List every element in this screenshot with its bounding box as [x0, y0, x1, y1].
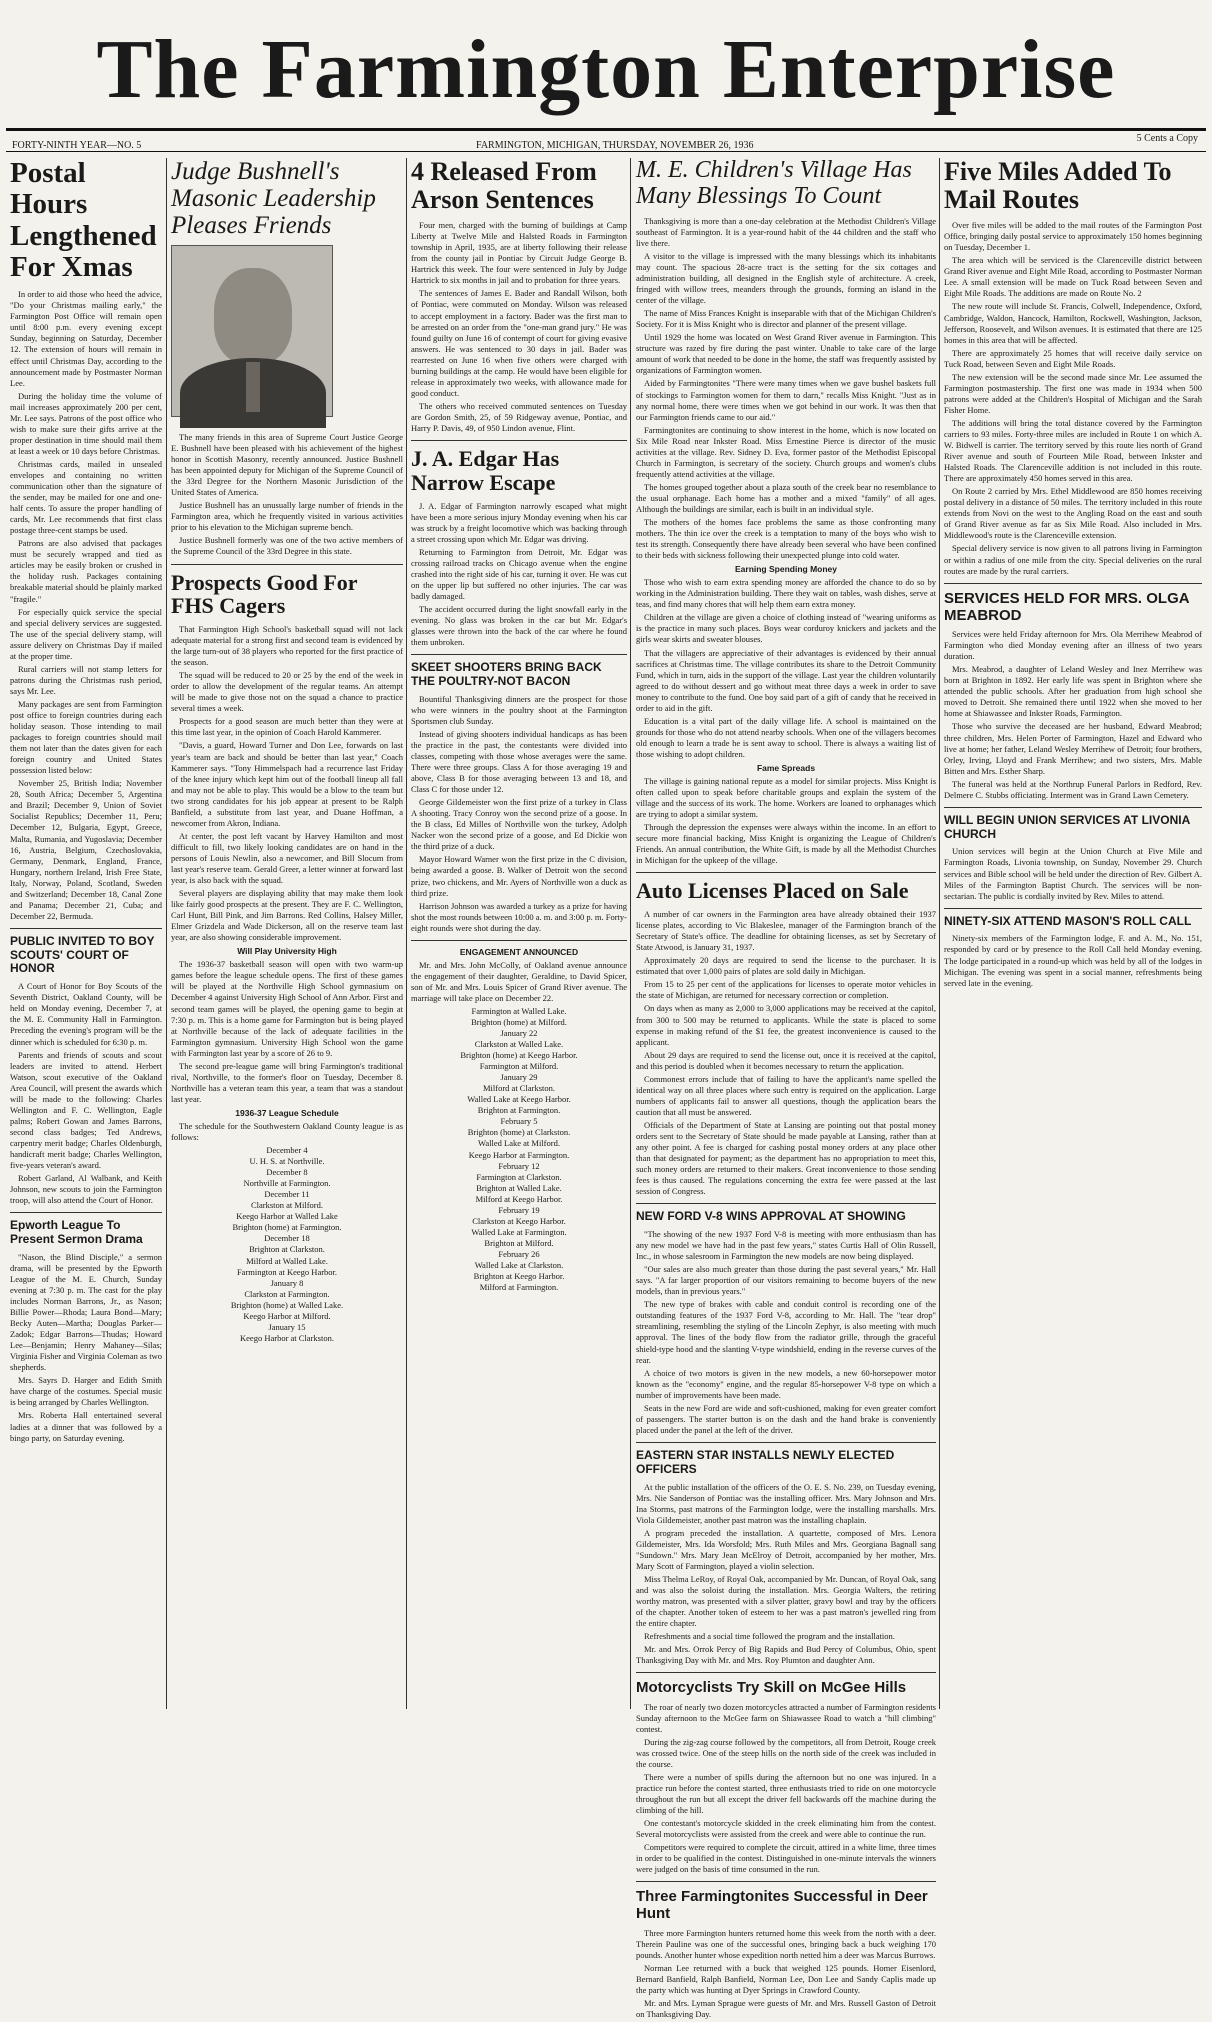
article-body: [636, 216, 936, 561]
schedule-line: January 22: [500, 1028, 538, 1039]
schedule-line: December 4: [266, 1145, 308, 1156]
newspaper-page: [6, 0, 1206, 2020]
schedule-line: Brighton at Keego Harbor.: [473, 1271, 565, 1282]
paragraph: The roar of nearly two dozen motorcycles attracted a number of Farmington residents Sunday afternoon to the McGee farm on Shiawassee Road to watch a "hill climbing" contest.: [636, 1701, 936, 1734]
divider: [636, 1442, 936, 1443]
article-body: [411, 960, 627, 1004]
schedule-line: Farmington at Clarkston.: [476, 1171, 562, 1182]
paragraph: Approximately 20 days are required to send the license to the purchaser. It is estimated that over 1,000 pairs of plates are sold daily in Michigan.: [636, 955, 936, 977]
paragraph: Those who wish to earn extra spending money are afforded the chance to do so by working in the Administration building. There they wait on tables, wash dishes, serve at teas, and find many chores that will help them earn extra money.: [636, 577, 936, 610]
headline: WILL BEGIN UNION SERVICES AT LIVONIA CHURCH: [944, 812, 1190, 841]
paragraph: A number of car owners in the Farmington area have already obtained their 1937 license plates, according to Vic Blakeslee, manager of the Farmington branch of the Secretary of State's office. The deadline for obtaining licenses, as set by Secretary of State Atwood, is January 31, 1937.: [636, 909, 936, 953]
paragraph: From 15 to 25 per cent of the applications for licenses to operate motor vehicles in the state of Michigan, are returned for necessary correction or completion.: [636, 979, 936, 1001]
headline: PUBLIC INVITED TO BOY SCOUTS' COURT OF HONOR: [10, 933, 155, 976]
schedule-line: Brighton (home) at Farmington.: [232, 1222, 342, 1233]
divider: [944, 807, 1202, 808]
paragraph: Until 1929 the home was located on West Grand River avenue in Farmington. This structure was razed by fire during the past winter. Unable to take care of the large amount of work that needed to be done in the home, the staff was frequently assisted by organizations of Farmington women.: [636, 332, 936, 376]
schedule-line: Brighton (home) at Milford.: [471, 1016, 567, 1027]
subhead: Will Play University High: [237, 946, 337, 957]
paragraph: The new type of brakes with cable and conduit control is recording one of the outstanding features of the 1937 Ford V-8, according to Mr. Hall. The "tear drop" streamlining, resembling the styling of the Lincoln Zephyr, is also meeting with much approval. The lines of the body flow from the radiator grille, through the graceful shield-type hood and the slanting V-type windshield, ending in the reverse curves of the rear.: [636, 1299, 936, 1365]
paragraph: Thanksgiving is more than a one-day celebration at the Methodist Children's Village southeast of Farmington. It is a year-round habit of the 44 children and the staff who live there.: [636, 215, 936, 248]
paragraph: "Our sales are also much greater than those during the past several years," Mr. Hall says. "A far larger proportion of our visitors remaining to become buyers of the new models, than in previous years.": [636, 1264, 936, 1297]
column-3: [411, 158, 627, 1293]
paragraph: Services were held Friday afternoon for Mrs. Ola Merrihew Meabrod of Farmington who died Monday evening after an illness of two years duration.: [944, 629, 1202, 662]
article-childrens-village: [636, 158, 936, 866]
schedule-line: February 5: [500, 1116, 538, 1127]
paragraph: Education is a vital part of the daily village life. A school is maintained on the grounds for those who do not attend nearby schools. When one of the villagers becomes old enough to learn a trade he is sent away to school. There is always a waiting list of those wishing to adopt children.: [636, 715, 936, 759]
paragraph: On Route 2 carried by Mrs. Ethel Middlewood are 850 homes receiving postal delivery in a distance of 50 miles. The territory included in this route extends from Novi on the west to the Angling Road on the east and south of Grand River avenue as far as Six Mile Road. Also included in Mrs. Middlewood's route is the Clarenceville extension.: [944, 486, 1202, 541]
headline: 4 Released From Arson Sentences: [411, 157, 597, 215]
schedule-line: Farmington at Keego Harbor.: [236, 1266, 338, 1277]
headline: Three Farmingtonites Successful in Deer Hunt: [636, 1888, 928, 1923]
headline: M. E. Children's Village Has Many Blessings To Count: [636, 157, 912, 209]
headline: NEW FORD V-8 WINS APPROVAL AT SHOWING: [636, 1209, 906, 1224]
paragraph: A visitor to the village is impressed with the many blessings which its inhabitants may count. The spacious 28-acre tract is the setting for the six cottages and administration building, all designed in the English style of architecture. A creek, fringed with willow trees, meanders through the grounds, forming an island in the center of the village.: [636, 250, 936, 306]
paragraph: During the zig-zag course followed by the competitors, all from Detroit, Rouge creek was crossed twice. One of the steep hills on the north side of the creek was included in the course.: [636, 1736, 936, 1769]
paragraph: The funeral was held at the Northrup Funeral Parlors in Redford, Rev. Delmere C. Stubbs officiating. Interment was in Grand Lawn Cemetery.: [944, 778, 1202, 800]
headline: Auto Licenses Placed on Sale: [636, 878, 909, 904]
article-fhs-cagers: [171, 571, 403, 1344]
paragraph: Mr. and Mrs. Orrok Percy of Big Rapids and Bud Percy of Columbus, Ohio, spent Thanksgiving Day with Mr. and Mrs. Roy Plumton and daughter Ann.: [636, 1644, 936, 1666]
schedule-line: February 26: [498, 1248, 540, 1259]
article-edgar: [411, 447, 627, 648]
judge-photo: [171, 245, 333, 417]
paragraph: Children at the village are given a choice of clothing instead of "wearing uniforms as is the practice in many such places. Boys wear corduroy knickers and jackets and the girls wear skirts and sweater blouses.: [636, 612, 936, 645]
paragraph: Farmingtonites are continuing to show interest in the home, which is now located on Six Mile Road near Inkster Road. Miss Ernestine Pierce is director of the music activities at the village. Rev. Sidney D. Eva, former pastor of the Methodist Episcopal Church in Farmington, is secretary of the society. Church groups and women's clubs frequently attend activities at the village.: [636, 424, 936, 479]
divider: [10, 1212, 162, 1213]
paragraph: A choice of two motors is given in the new models, a new 60-horsepower motor known as the "economy" engine, and the regular 85-horsepower V-8 type on which a number of improvements have been made.: [636, 1367, 936, 1400]
subhead: Fame Spreads: [756, 762, 816, 773]
article-union-services: [944, 814, 1202, 902]
schedule-line: Walled Lake at Farmington.: [471, 1226, 567, 1237]
paragraph: Rural carriers will not stamp letters for patrons during the Christmas rush period, says Mr. Lee.: [10, 663, 162, 696]
paragraph: "Davis, a guard, Howard Turner and Don Lee, forwards on last year's team are back and should be better than last year," Coach Kammerer says. "Tony Himmelspach had a recurrence last Friday of the knee injury which kept him out of the football lineup all fall and may not be able to play. This would be a blow to the team but two strong candidates for his job appear at present to be Ralph Banfield, a substitute from last year, and Duane Hoffman, a newcomer from Akron, Indiana.: [171, 740, 403, 828]
schedule-line: Clarkston at Keego Harbor.: [472, 1215, 566, 1226]
article-body: [944, 933, 1202, 988]
paragraph: The others who received commuted sentences on Tuesday are Gordon Smith, 25, of 59 Ridgeway avenue, Pontiac, and Harry P. Davis, 49, of 950 Lindon avenue, Flint.: [411, 400, 627, 433]
paragraph: The sentences of James E. Bader and Randall Wilson, both of Pontiac, were commuted on Monday. Wilson was released to accept employment in a factory. Bader was the first man to be arrested on an order from the "one-man grand jury." He was found guilty on June 16 of contempt of court for giving evasive answers. He was sentenced to 30 days in jail. Bader was rearrested on June 16 when five others were charged with burning buildings at the camp. He would have been eligible for release in approximately two weeks, with allowance made for good conduct.: [411, 288, 627, 398]
column-5: [944, 158, 1202, 991]
paragraph: Christmas cards, mailed in unsealed envelopes and containing no written communication other than the signature of the sender, may be mailed for one and one-half cents. To assure the proper handling of cards, Mr. Lee recommends that first class postage three-cent stamps be used.: [10, 458, 162, 536]
volume-number: FORTY-NINTH YEAR—NO. 5: [12, 140, 142, 151]
article-motorcyclists: [636, 1679, 936, 1875]
paragraph: Justice Bushnell has an unusually large number of friends in the Farmington area, which he frequently visited in various activities prior to his elevation to the Michigan supreme bench.: [171, 500, 403, 533]
paragraph: Over five miles will be added to the mail routes of the Farmington Post Office, bringing daily postal service to approximately 150 homes beginning on Tuesday, December 1.: [944, 220, 1202, 253]
schedule-list: [171, 1145, 403, 1344]
paragraph: The many friends in this area of Supreme Court Justice George E. Bushnell have been pleased with his achievement of the highest honor in Scottish Masonry, recently announced. Justice Bushnell has been appointed deputy for Michigan of the Supreme Council of the 33rd Degree for the Northern Masonic Jurisdiction of the United States of America.: [171, 432, 403, 498]
paragraph: The homes grouped together about a plaza south of the creek bear no resemblance to the usual orphanage. Each home has a mother and a mixed "family" of all ages. Although the buildings are similar, each is built in an individual style.: [636, 481, 936, 514]
paragraph: During the holiday time the volume of mail increases approximately 200 per cent, Mr. Lee says. Patrons of the post office who wish to make sure their gifts arrive at the proper destination in time should mail them at least a week or 10 days before Christmas.: [10, 390, 162, 456]
schedule-line: Walled Lake at Milford.: [478, 1138, 560, 1149]
subhead: Earning Spending Money: [734, 564, 837, 575]
headline: Five Miles Added To Mail Routes: [944, 157, 1172, 215]
article-body: [944, 846, 1202, 901]
paragraph: There were a number of spills during the afternoon but no one was injured. In a practice run before the contest started, three enthusiasts tried to ride on one motorcycle throughout the run but all except the driver fell backwards off the machine during the climbing of the hill.: [636, 1771, 936, 1815]
schedule-line: U. H. S. at Northville.: [249, 1156, 325, 1167]
headline: J. A. Edgar Has Narrow Escape: [411, 446, 560, 495]
paragraph: Officials of the Department of State at Lansing are pointing out that postal money orders sent to the Secretary of State should be made payable at Lansing, rather than at any other point. A fee is charged for cashing postal money orders at any place other than that designated for payment; as the department has no appropriation to meet this, such money orders are returned to their makers. Great inconvenience to those sending fees is thus caused. The regulations concerning the extra fee were passed at the last session of Congress.: [636, 1119, 936, 1197]
paragraph: Mr. and Mrs. Lyman Sprague were guests of Mr. and Mrs. Russell Gaston of Detroit on Thanksgiving Day.: [636, 1997, 936, 2020]
divider: [636, 872, 936, 873]
divider: [636, 1672, 936, 1673]
article-skeet: [411, 661, 627, 934]
schedule-line: Milford at Walled Lake.: [246, 1255, 328, 1266]
article-body: [636, 909, 936, 1197]
paragraph: Commonest errors include that of failing to have the applicant's name spelled the identical way on all three places where such entry is required on the application. Large numbers of applicants fail to answer all questions, though the application bears the caution that all must be answered.: [636, 1073, 936, 1117]
paragraph: That the villagers are appreciative of their advantages is evidenced by their annual sacrifices at Christmas time. The village contributes its share to the Detroit Community Fund, which in turn, aids in the support of the village. Last year the children voluntarily agreed to do without dessert and go without meat three days a week in order to save money to contribute to the fund. One boy said part of a gift of candy that he received in order to aid in the gift.: [636, 647, 936, 713]
paragraph: About 29 days are required to send the license out, once it is received at the capitol, and this period is doubled when it becomes necessary to return the application.: [636, 1049, 936, 1071]
paragraph: At center, the post left vacant by Harvey Hamilton and most difficult to fill, two likely looking candidates are on hand in the persons of Louis Newlin, also a newcomer, and Bill Slocum from last year's reserve team. Gerald Greer, a letter winner at forward last year, is also back with the squad.: [171, 830, 403, 886]
article-body: [10, 289, 162, 922]
schedule-line: January 15: [268, 1321, 306, 1332]
schedule-line: Brighton at Milford.: [484, 1237, 554, 1248]
schedule-list: [411, 1006, 627, 1293]
paragraph: Union services will begin at the Union Church at Five Mile and Farmington Roads, Livonia township, on Sunday, November 29. Church services and Bible school will be held under the direction of Rev. Gilbert A. Miles of the Farmington Baptist Church. The services will be non-sectarian. The public is cordially invited by Rev. Miles to attend.: [944, 846, 1202, 901]
article-body: [171, 432, 403, 558]
paragraph: Returning to Farmington from Detroit, Mr. Edgar was crossing railroad tracks on Chicago avenue when the engine crashed into the right side of his car, turning it over. He was cut on the upper lip but suffered no other injuries. The car was badly damaged.: [411, 546, 627, 601]
paragraph: Three more Farmington hunters returned home this week from the north with a deer. Therein Pauline was one of the successful ones, bringing back a buck weighing 170 pounds. Another hunter whose expedition north netted him a deer was Marcus Burrows.: [636, 1927, 936, 1960]
article-epworth-league: [10, 1219, 162, 1443]
article-engagement: [411, 947, 627, 1293]
schedule-line: December 18: [264, 1233, 310, 1244]
schedule-line: January 8: [270, 1277, 304, 1288]
article-body: [636, 1229, 936, 1436]
article-judge-bushnell: [171, 158, 403, 558]
paragraph: Four men, charged with the burning of buildings at Camp Liberty at Twelve Mile and Halsted Roads in Farmington township in April, 1935, are at liberty following their release from the county jail in Pontiac by Circuit Judge George B. Hartrick this week. The four were sentenced in July by Judge Hartrick to six months in jail and to probation for three years.: [411, 220, 627, 286]
paragraph: One contestant's motorcycle skidded in the creek eliminating him from the contest. Several motorcyclists were assisted from the creek and were able to continue the run.: [636, 1817, 936, 1840]
paragraph: At the public installation of the officers of the O. E. S. No. 239, on Tuesday evening, Mrs. Nie Sanderson of Pontiac was the installing officer. Mrs. Mary Johnson and Mrs. Ina Storms, past matrons of the Farmington lodge, were the installing marshalls. Mrs. Viola Gildemeister, another past matron was the installing chaplain.: [636, 1481, 936, 1525]
dateline-bar: [6, 128, 1206, 152]
article-body: [411, 220, 627, 434]
paragraph: Through the depression the expenses were always within the income. In an effort to secure more financial backing, Miss Knight is organizing the League of Children's Friends. An annual contribution, the White Gift, is made by all the Methodist Churches in Michigan for the upkeep of the village.: [636, 822, 936, 866]
schedule-line: Farmington at Milford.: [479, 1061, 559, 1072]
article-body: [944, 629, 1202, 801]
paragraph: Parents and friends of scouts and scout leaders are invited to attend. Herbert Watson, scout executive of the Oakland Area Council, will present the awards which will be made to the following: Charles Wellington and F. C. Wellington, Eagle palms; Robert Gowan and James Barrons, second class badges; Ted Andrews, carpentry merit badge; Charles Oldenburgh, handicraft merit badge; Charles Wellington, five-years veteran's award.: [10, 1049, 162, 1171]
divider: [636, 1203, 936, 1204]
article-body: [411, 501, 627, 649]
article-body: [171, 1121, 403, 1143]
article-postal-hours: [10, 158, 162, 922]
column-rule: [406, 158, 407, 1709]
paragraph: Mayor Howard Warner won the first prize in the C division, being awarded a goose. B. Walker of Detroit won the second prize, two chickens, and Mr. Ayers of Northville won a duck as third prize.: [411, 854, 627, 898]
schedule-line: February 12: [498, 1160, 540, 1171]
paragraph: The new route will include St. Francis, Colwell, Independence, Oxford, Cambridge, Waldon, Hancock, Hamilton, Rockwell, Washington, Jackson, Jefferson, Roosevelt, and Wilson avenues. It is estimated that there are 125 homes in this area that will be affected.: [944, 301, 1202, 345]
paragraph: Special delivery service is now given to all patrons living in Farmington or within a radius of one mile from the city. Special deliveries on the rural routes are made by the rural carriers.: [944, 543, 1202, 576]
column-2: [171, 158, 403, 1344]
paragraph: Norman Lee returned with a buck that weighed 125 pounds. Homer Eisenlord, Bernard Banfield, Ralph Banfield, Norman Lee, Don Lee and Sandy Caplis made up the party which was hunting at Dyer Springs in Crawford County.: [636, 1962, 936, 1995]
paragraph: November 25, British India; November 28, South Africa; December 5, Argentina and Brazil; December 9, Union of Soviet Socialist Republics; December 11, Peru; December 12, Bulgaria, Egypt, Greece, Malta, Rumania, and Yugoslavia; December 16, Austria, Belgium, Czechoslovakia, Germany, Denmark, England, France, Hungary, northern Ireland, Irish Free State, Italy, Norway, Poland, Scotland, Sweden and Switzerland; December 18, Canal Zone and Panama; December 21, Cuba; and December 22, Bermuda.: [10, 778, 162, 921]
paragraph: Refreshments and a social time followed the program and the installation.: [644, 1631, 895, 1642]
schedule-line: Brighton at Walled Lake.: [476, 1182, 562, 1193]
paragraph: On days when as many as 2,000 to 3,000 applications may be received at the capitol, from 300 to 500 may be returned to applicants. While the state is placed to some expense in making refund of the $1 fee, the greatest inconvenience is caused to the applicant.: [636, 1003, 936, 1047]
article-body: [636, 776, 936, 866]
schedule-line: Brighton at Farmington.: [477, 1105, 561, 1116]
paragraph: "The showing of the new 1937 Ford V-8 is meeting with more enthusiasm than has any new model we have had in the past few years," states Curtis Hall of Olin Russell, Inc., in whose salesroom in Farmington the new models are now being displayed.: [636, 1229, 936, 1262]
schedule-line: Keego Harbor at Farmington.: [468, 1149, 570, 1160]
schedule-line: Clarkston at Walled Lake.: [474, 1039, 564, 1050]
article-body: [636, 1928, 936, 2020]
schedule-line: Keego Harbor at Clarkston.: [240, 1332, 334, 1343]
paragraph: Competitors were required to complete the circuit, attired in a white lime, three times in order to be qualified in the contest. Distinguished in one-minute intervals the winners were judged on the basis of time consumed in the run.: [636, 1842, 936, 1875]
schedule-line: Milford at Keego Harbor.: [475, 1193, 563, 1204]
headline: Postal Hours Lengthened For Xmas: [10, 157, 157, 283]
paragraph: The mothers of the homes face problems the same as those confronting many mothers. The thin ice over the creek is a temptation to many of the boys who wish to test its strength. Consequently there have already been several who have been confined to their beds with sickness following their unexpected plunge into cold water.: [636, 517, 936, 561]
paragraph: The area which will be serviced is the Clarenceville district between Grand River avenue and Eight Mile Road, according to Postmaster Norman Lee. A small extension will be made on Tuck Road between Seven and Eight Mile Roads. The additions are made on Route No. 2: [944, 255, 1202, 299]
paragraph: The accident occurred during the light snowfall early in the evening. No glass was broken in the car but Mr. Edgar's glasses were thrown into the back of the car where he found them unbroken.: [411, 603, 627, 648]
paragraph: A Court of Honor for Boy Scouts of the Seventh District, Oakland County, will be held on Monday evening, December 7, at the M. E. Community Hall in Farmington. Preceding the evening's program will be the dinner which is scheduled for 6:30 p. m.: [10, 981, 162, 1047]
paragraph: There are approximately 25 homes that will receive daily service on Tuck Road, between Seven and Eight Mile Roads.: [944, 347, 1202, 369]
article-body: [10, 1252, 162, 1444]
article-meabrod: [944, 590, 1202, 801]
paragraph: The schedule for the Southwestern Oakland County league is as follows:: [171, 1120, 403, 1142]
schedule-line: Milford at Clarkston.: [482, 1083, 555, 1094]
paragraph: Several players are displaying ability that may make them look like fairly good prospects at the present. They are F. C. Wellington, Carl Hunt, Bill Pink, and Jim Barrons. Red Collins, Halsey Miller, Elmer Grizdela and Wade Dickerson, all on the reserve team last year, are also showing considerable improvement.: [171, 888, 403, 943]
paragraph: Patrons are also advised that packages must be securely wrapped and tied as articles may be easily broken or crushed in the holiday rush. Packages containing breakable material should be plainly marked "fragile.": [10, 538, 162, 604]
paragraph: Ninety-six members of the Farmington lodge, F. and A. M., No. 151, responded by card or by presence to the Roll Call held Monday evening. The lodge participated in a round-up which was held by all of the lodges in Michigan. The evening was spent in a social manner, refreshments being served late in the evening.: [944, 933, 1202, 988]
paragraph: Many packages are sent from Farmington post office to foreign countries during each holiday season. Those intending to mail packages to foreign countries should mail them not later than the dates given for each foreign country and United States possession listed below:: [10, 698, 162, 776]
schedule-line: Keego Harbor at Milford.: [243, 1310, 331, 1321]
subhead: 1936-37 League Schedule: [235, 1107, 339, 1118]
paragraph: The name of Miss Frances Knight is inseparable with that of the Michigan Children's Society. For it is Miss Knight who is director and planner of the present village.: [636, 308, 936, 330]
paragraph: Mrs. Sayrs D. Harger and Edith Smith have charge of the costumes. Special music is being arranged by Charles Wellington.: [10, 1375, 162, 1408]
paragraph: "Nason, the Blind Disciple," a sermon drama, will be presented by the Epworth League of the M. E. Church, Sunday evening at 7:30 p. m. The cast for the play includes Norman Barrons, Jr., as Nason; Billie Power—Rhoda; Laura Bond—Mary; Becky Auten—Martha; Douglas Parker—Zadok; Edgar Barrons—Thudas; Howard Lee—Benjamin; Henry Mahaney—Silas; Virginia Fisher and Virginia Coleman as two shepherds.: [10, 1251, 162, 1373]
schedule-line: Milford at Farmington.: [479, 1282, 559, 1293]
paragraph: Miss Thelma LeRoy, of Royal Oak, accompanied by Mr. Duncan, of Royal Oak, sang and was also the soloist during the installation. Mrs. Georgia Walters, the retiring worthy matron, was presented with a silver platter, gravy bowl and tray by the officers of the chapter. Another token of esteem to her was a past matron's jewelled ring from the entire chapter.: [636, 1573, 936, 1629]
paragraph: Justice Bushnell formerly was one of the two active members of the Supreme Council of the 33rd Degree in this state.: [171, 535, 403, 557]
paragraph: Robert Garland, Al Walbank, and Keith Johnson, new scouts to join the Farmington troop, will also attend the Court of Honor.: [10, 1173, 162, 1206]
schedule-line: Walled Lake at Keego Harbor.: [467, 1094, 571, 1105]
paragraph: The additions will bring the total distance covered by the Farmington carriers to 93 miles. Forty-three miles are included in Route 1 on which A. W. Bidwell is carrier. The territory served by this route lies north of Grand River avenue and south of Fourteen Mile Road, between Inkster and Halsted Roads. The Clarenceville addition is not included in this route. There are approximately 450 homes served in this area.: [944, 417, 1202, 484]
column-1: [10, 158, 162, 1446]
schedule-line: February 19: [498, 1204, 540, 1215]
paragraph: J. A. Edgar of Farmington narrowly escaped what might have been a more serious injury Monday evening when his car was struck by a freight locomotive which was backing through a street crossing upon which Mr. Edgar was driving.: [411, 500, 627, 544]
place-date: FARMINGTON, MICHIGAN, THURSDAY, NOVEMBER 26, 1936: [476, 140, 754, 151]
column-rule: [630, 158, 631, 1709]
masthead: The Farmington Enterprise: [96, 23, 1116, 116]
schedule-line: Clarkston at Milford.: [250, 1200, 323, 1211]
article-body: [636, 1482, 936, 1667]
paragraph: The new extension will be the second made since Mr. Lee assumed the Farmington postmastership. The first one was made in 1934 when 500 patrons were added at the Children's Hospital of Michigan and the Sarah Fisher Home.: [944, 371, 1202, 415]
divider: [944, 583, 1202, 584]
article-body: [171, 624, 403, 943]
schedule-line: December 8: [266, 1167, 308, 1178]
article-deer-hunt: [636, 1888, 936, 2020]
divider: [411, 654, 627, 655]
paragraph: The squad will be reduced to 20 or 25 by the end of the week in order to allow the development of the regular teams. An attempt will be made to give those not on the squad a chance to practice several times a week.: [171, 670, 403, 714]
column-rule: [939, 158, 940, 1709]
schedule-line: Northville at Farmington.: [243, 1178, 331, 1189]
photo-tie-shape: [246, 362, 260, 412]
article-arson: [411, 158, 627, 434]
headline: Judge Bushnell's Masonic Leadership Pleases Friends: [171, 158, 376, 239]
paragraph: Those who survive the deceased are her husband, Edward Meabrod; three children, Mrs. Helen Porter of Farmington, Hazel and Edward who live at home; her father, Leland Wesley Merrihew of Detroit; four brothers, Orley, Irving, Lloyd and Frank Merrihew; and two sisters, Mrs. Mable Bitten and Mrs. Esther Sharp.: [944, 721, 1202, 776]
paragraph: That Farmington High School's basketball squad will not lack adequate material for a strong first and second team is evidenced by the large turn-out of 38 players who reported for the first practice of the season.: [171, 624, 403, 668]
divider: [944, 908, 1202, 909]
article-body: [171, 959, 403, 1105]
article-mail-routes: [944, 158, 1202, 577]
schedule-line: Clarkston at Farmington.: [244, 1288, 330, 1299]
paragraph: The 1936-37 basketball season will open with two warm-up games before the league schedule opens. The first of these games will be played at the Northville High School gymnasium on December 4 against University High School of Ann Arbor. First and second team games will be played, the opening game to begin at 7:30 p. m. This is a home game for Farmington but is being played at Northville because of the lack of adequate facilities in the Farmington gymnasium. University High School won the game with Farmington last year by a score of 26 to 9.: [171, 959, 403, 1058]
schedule-line: Brighton (home) at Clarkston.: [467, 1127, 571, 1138]
paragraph: Prospects for a good season are much better than they were at this time last year, in the opinion of Coach Harold Kammerer.: [171, 716, 403, 738]
article-body: [636, 1702, 936, 1876]
divider: [10, 928, 162, 929]
headline: EASTERN STAR INSTALLS NEWLY ELECTED OFFICERS: [636, 1447, 895, 1476]
article-body: [636, 577, 936, 760]
paragraph: Seats in the new Ford are wide and soft-cushioned, making for even greater comfort of passengers. The starter button is on the dash and the hand brake is conveniently placed under the panel at the left of the driver.: [636, 1402, 936, 1435]
headline: SKEET SHOOTERS BRING BACK THE POULTRY-NOT BACON: [411, 660, 602, 688]
divider: [636, 1881, 936, 1882]
article-masons: [944, 915, 1202, 989]
schedule-line: Brighton (home) at Keego Harbor.: [460, 1050, 578, 1061]
column-4: [636, 158, 936, 2022]
paragraph: A program preceded the installation. A quartette, composed of Mrs. Lenora Gildemeister, Mrs. Ida Worsfold; Mrs. Ruth Miles and Mrs. Georgiana Bagnall sang "Sundown." Mrs. Mary Jean McElroy of Detroit, accompanied by her mother, Mrs. Mary Scott of Farmington, played a violin selection.: [636, 1527, 936, 1571]
headline: Epworth League To Present Sermon Drama: [10, 1218, 143, 1246]
schedule-line: Keego Harbor at Walled Lake: [236, 1211, 338, 1222]
article-boy-scouts: [10, 935, 162, 1206]
paragraph: In order to aid those who heed the advice, "Do your Christmas mailing early," the Farmington Post Office will remain open until 8:00 p.m. every evening except Sunday, beginning on Saturday, December 12. The extension of hours will remain in effect until Christmas Day, according to the announcement made by Postmaster Norman Lee.: [10, 289, 162, 388]
article-auto-licenses: [636, 879, 936, 1197]
article-body: [944, 220, 1202, 576]
paragraph: George Gildemeister won the first prize of a turkey in Class A shooting. Tracy Conroy won the second prize of a goose. In the B class, Ed Milles of Northville won the turkey, Adolph Nacker won the second prize of a goose, and Ed Dickie won the third prize of a duck.: [411, 797, 627, 852]
photo-head-shape: [214, 268, 292, 364]
divider: [411, 440, 627, 441]
schedule-line: January 29: [500, 1072, 538, 1083]
headline: SERVICES HELD FOR MRS. OLGA MEABROD: [944, 589, 1190, 624]
price: 5 Cents a Copy: [1136, 133, 1198, 144]
paragraph: Mr. and Mrs. John McColly, of Oakland avenue announce the engagement of their daughter, Geraldine, to David Spicer, son of Mr. and Mrs. Louis Spicer of Grand River avenue. The marriage will take place on December 22.: [411, 959, 627, 1003]
column-rule: [166, 158, 167, 1709]
subhead: ENGAGEMENT ANNOUNCED: [459, 946, 579, 957]
paragraph: Aided by Farmingtonites "There were many times when we gave bushel baskets full of stockings to Farmington women for them to darn," recalls Miss Knight. "Just as in any normal home, there were times when we got behind in our work. It was then that our Farmington friends came to our aid.": [636, 378, 936, 422]
article-eastern-star: [636, 1449, 936, 1666]
schedule-line: Brighton at Clarkston.: [249, 1244, 325, 1255]
divider: [411, 940, 627, 941]
article-body: [411, 694, 627, 934]
paragraph: The village is gaining national repute as a model for similar projects. Miss Knight is often called upon to speak before charitable groups and explain the system of the village and the success of its work. The home. Workers are loaned to orphanages which are trying to adopt a similar system.: [636, 775, 936, 820]
headline: Prospects Good For FHS Cagers: [171, 569, 358, 619]
paragraph: The second pre-league game will bring Farmington's traditional rival, Northville, to the former's floor on Tuesday, December 8. Northville has a veteran team this year, a team that was a standout last year.: [171, 1060, 403, 1104]
paragraph: Mrs. Roberta Hall entertained several ladies at a dinner that was followed by a bingo party, on Saturday evening.: [10, 1410, 162, 1443]
schedule-line: Farmington at Walled Lake.: [471, 1005, 567, 1016]
schedule-line: December 11: [264, 1189, 310, 1200]
schedule-line: Walled Lake at Clarkston.: [474, 1260, 564, 1270]
article-ford: [636, 1210, 936, 1436]
article-body: [10, 981, 162, 1206]
headline: Motorcyclists Try Skill on McGee Hills: [636, 1679, 907, 1697]
paragraph: Harrison Johnson was awarded a turkey as a prize for having shot the most rounds between 10:00 a. m. and 3:00 p. m. Forty-eight rounds were shot during the day.: [411, 900, 627, 933]
divider: [171, 564, 403, 565]
paragraph: Instead of giving shooters individual handicaps as has been the practice in the past, the contestants were divided into classes, competing with those whose averages were the same. There were three groups. Class A for those averaging 19 and above, Class B for those averaging between 13 and 18, and Class C for those under 12.: [411, 728, 627, 795]
paragraph: Bountiful Thanksgiving dinners are the prospect for those who were winners in the poultry shoot at the Farmington Sportsmen club Sunday.: [411, 693, 627, 726]
paragraph: For especially quick service the special and special delivery services are suggested. The use of the special delivery stamp, will assure delivery on Christmas Day if mailed at the proper time.: [10, 606, 162, 661]
schedule-line: Brighton (home) at Walled Lake.: [230, 1299, 344, 1310]
headline: NINETY-SIX ATTEND MASON'S ROLL CALL: [944, 913, 1192, 928]
paragraph: Mrs. Meabrod, a daughter of Leland Wesley and Inez Merrihew was born at Brighton in 1892. Her early life was spent in Brighton where she attended the public schools. After her graduation from high school she moved to Detroit. She remained there until 1922 when she moved to her home at Shiawassee and Inkster Roads, Farmington.: [944, 664, 1202, 719]
